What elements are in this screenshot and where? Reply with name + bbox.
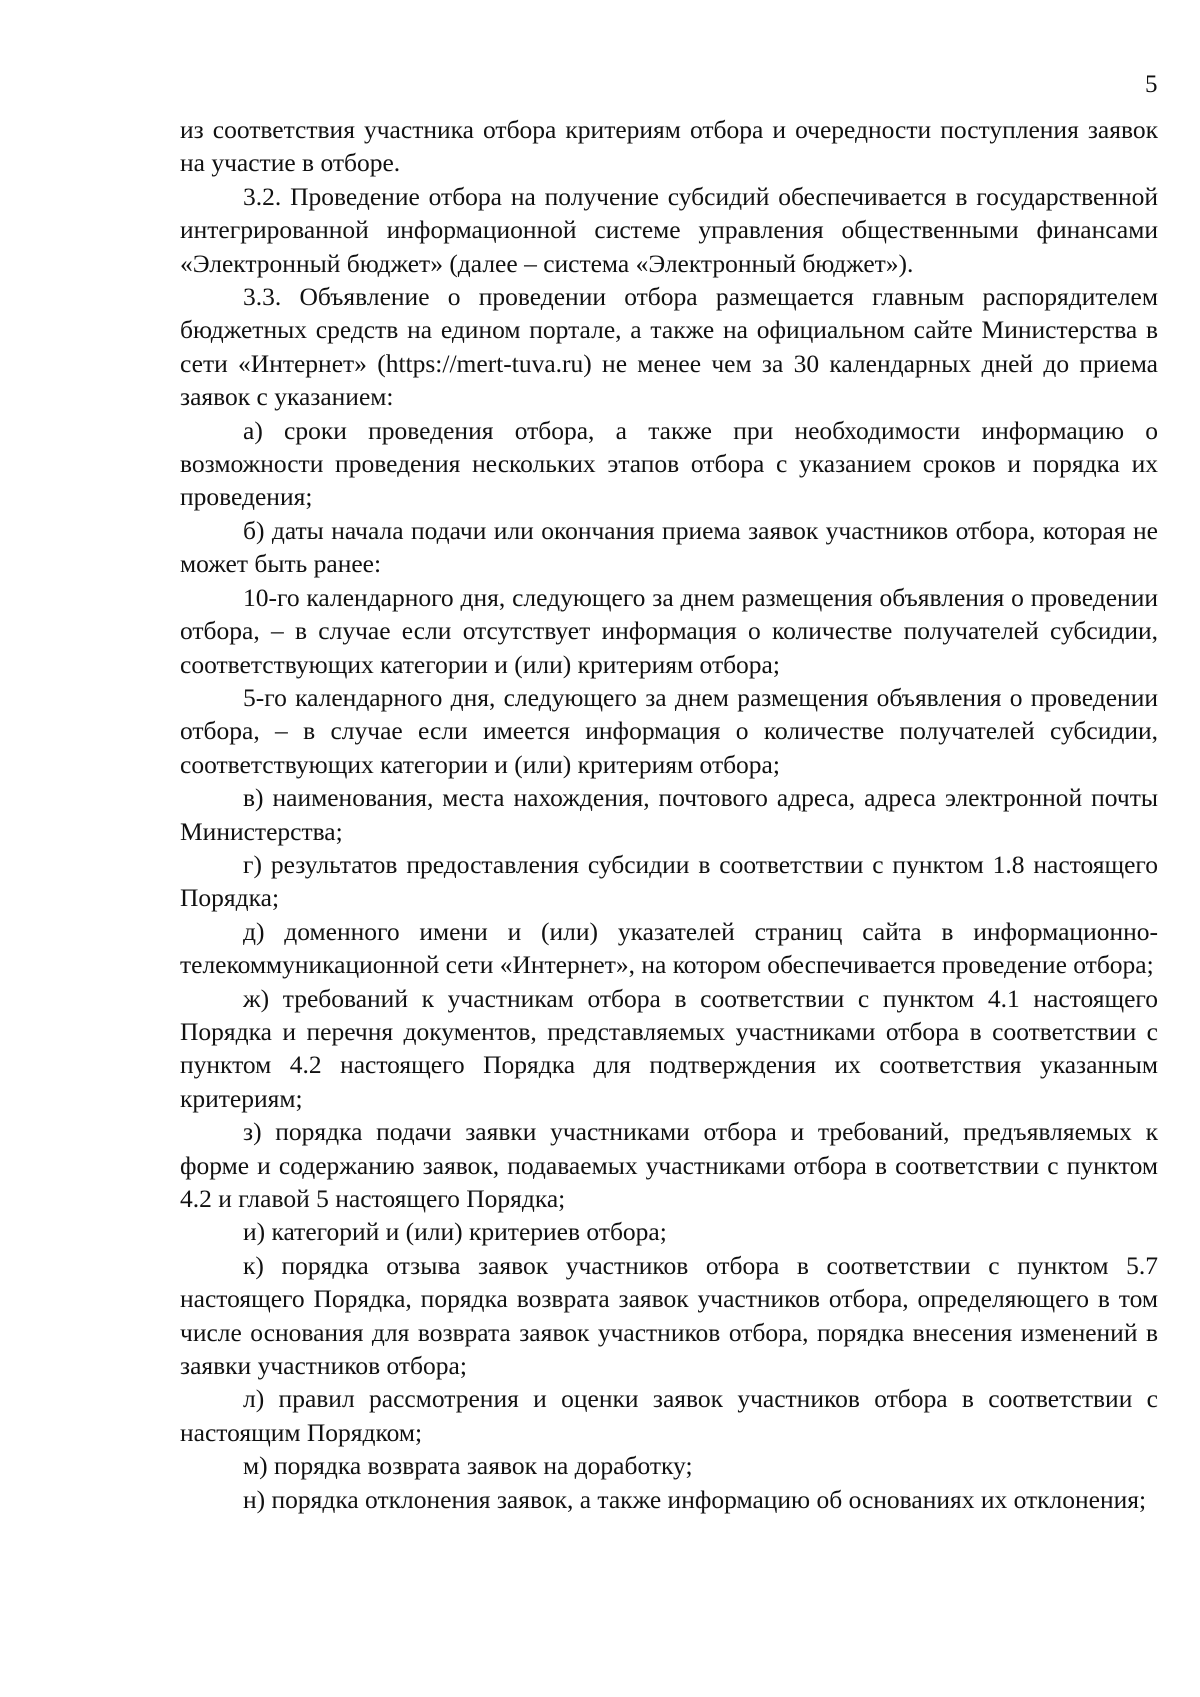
paragraph-continuation: из соответствия участника отбора критериям отбора и очередности поступления заявок на участие в отборе. xyxy=(180,115,1158,178)
list-item-l: л) правил рассмотрения и оценки заявок участников отбора в соответствии с настоящим Порядком; xyxy=(180,1384,1158,1447)
sub-item-5-day: 5-го календарного дня, следующего за днем размещения объявления о проведении отбора, – в случае если имеется информация о количестве получателей субсидии, соответствующих категории и (или) критериям отбора; xyxy=(180,682,1158,779)
paragraph-3-2: 3.2. Проведение отбора на получение субсидий обеспечивается в государственной интегрированной информационной системе управления общественными финансами «Электронный бюджет» (далее – система «Электронный бюджет»). xyxy=(180,181,1158,278)
list-item-k: к) порядка отзыва заявок участников отбора в соответствии с пунктом 5.7 настоящего Порядка, порядка возврата заявок участников отбора, определяющего в том числе основания для возврата заявок участников отбора, порядка внесения изменений в заявки участников отбора; xyxy=(180,1250,1158,1381)
page-number: 5 xyxy=(1145,71,1158,98)
list-item-z: з) порядка подачи заявки участниками отбора и требований, предъявляемых к форме и содержанию заявок, подаваемых участниками отбора в соответствии с пунктом 4.2 и главой 5 настоящего Порядка; xyxy=(180,1117,1158,1213)
list-item-zh: ж) требований к участникам отбора в соответствии с пунктом 4.1 настоящего Порядка и перечня документов, представляемых участниками отбора в соответствии с пунктом 4.2 настоящего Порядка для подтверждения их соответствия указанным критериям; xyxy=(180,983,1158,1113)
list-item-v: в) наименования, места нахождения, почтового адреса, адреса электронной почты Министерства; xyxy=(180,783,1158,846)
list-item-b: б) даты начала подачи или окончания приема заявок участников отбора, которая не может быть ранее: xyxy=(180,515,1158,579)
paragraph-3-3: 3.3. Объявление о проведении отбора размещается главным распорядителем бюджетных средств на едином портале, а также на официальном сайте Министерства в сети «Интернет» (https://mert-tuva.ru) не менее чем за 30 календарных дней до приема заявок с указанием: xyxy=(180,282,1158,412)
list-item-a: а) сроки проведения отбора, а также при необходимости информацию о возможности проведения нескольких этапов отбора с указанием сроков и порядка их проведения; xyxy=(180,415,1158,512)
list-item-n: н) порядка отклонения заявок, а также информацию об основаниях их отклонения; xyxy=(243,1484,1147,1514)
document-body xyxy=(180,113,1158,1516)
list-item-d: д) доменного имени и (или) указателей страниц сайта в информационно-телекоммуникационной сети «Интернет», на котором обеспечивается проведение отбора; xyxy=(180,916,1158,980)
list-item-g: г) результатов предоставления субсидии в соответствии с пунктом 1.8 настоящего Порядка; xyxy=(180,849,1158,913)
list-item-i: и) категорий и (или) критериев отбора; xyxy=(243,1217,667,1247)
sub-item-10-day: 10-го календарного дня, следующего за днем размещения объявления о проведении отбора, – в случае если отсутствует информация о количестве получателей субсидии, соответствующих категории и (или) критериям отбора; xyxy=(180,582,1158,679)
list-item-m: м) порядка возврата заявок на доработку; xyxy=(243,1451,693,1481)
